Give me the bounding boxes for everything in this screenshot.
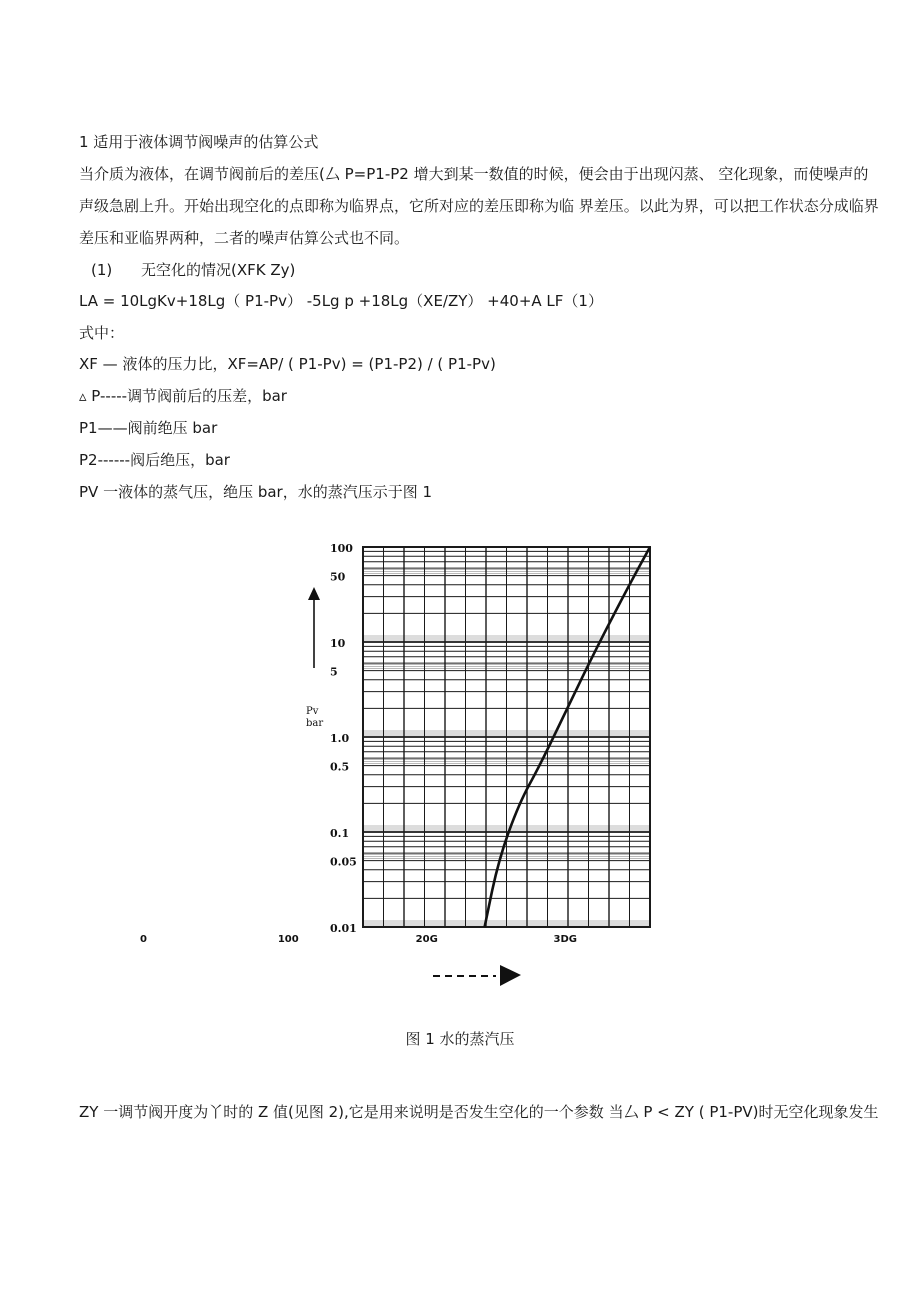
def-p1: P1——阀前绝压 bar (79, 419, 218, 437)
y-axis-label-unit: bar (306, 718, 324, 729)
y-tick-label: 0.5 (330, 760, 350, 774)
formula: LA = 10LgKv+18Lg（ P1-Pv） -5Lg p +18Lg（XE/ZY） +40+A LF（1） (79, 292, 603, 310)
where-label: 式中： (79, 324, 125, 342)
def-pv: PV 一液体的蒸气压，绝压 bar，水的蒸汽压示于图 1 (79, 483, 433, 501)
case-title: 无空化的情况(XFK Zy) (141, 261, 296, 279)
plot-frame (363, 547, 650, 927)
y-axis-label: Pv (306, 706, 319, 717)
y-tick-label: 0.01 (330, 922, 357, 935)
x-tick-label: 3DG (553, 934, 577, 945)
case-number: (1) (91, 261, 113, 279)
def-p2: P2------阀后绝压，bar (79, 451, 230, 469)
def-delta-p: ▵ P-----调节阀前后的压差，bar (79, 387, 287, 405)
case-heading (91, 259, 880, 281)
zy-paragraph: ZY 一调节阀开度为丫时的 Z 值(见图 2),它是用来说明是否发生空化的一个参数 当厶 P < ZY ( P1-PV)时无空化现象发生 (79, 1103, 879, 1121)
x-tick-label: 100 (277, 934, 299, 945)
x-axis-arrowhead (500, 965, 521, 986)
y-tick-label: 0.1 (330, 827, 350, 840)
def-xf: XF — 液体的压力比，XF=AP/ ( P1-Pv) = (P1-P2) / ( P1-Pv) (79, 355, 496, 373)
section-heading: 1 适用于液体调节阀噪声的估算公式 (79, 133, 319, 151)
figure-caption: 图 1 水的蒸汽压 (405, 1030, 515, 1048)
y-tick-label: 0.05 (330, 855, 357, 869)
x-tick-label: 0 (140, 934, 147, 945)
intro-paragraph: 当介质为液体，在调节阀前后的差压(厶 P=P1-P2 增大到某一数值的时候，便会由于出现闪蒸、 空化现象，而使噪声的声级急剧上升。开始出现空化的点即称为临界点，它所对应的差压即称为临 界差压。以此为界，可以把工作状态分成临界差压和亚临界两种，二者的噪声估算公式也不同。 (79, 165, 879, 247)
y-tick-label: 5 (330, 665, 338, 679)
y-tick-label: 1.0 (330, 732, 350, 745)
y-tick-label: 50 (330, 570, 346, 584)
y-tick-label: 100 (330, 542, 353, 555)
vapor-pressure-curve (485, 547, 650, 927)
y-tick-label: 10 (330, 637, 346, 650)
x-tick-label: 20G (415, 934, 438, 945)
y-axis-arrowhead (308, 587, 320, 600)
